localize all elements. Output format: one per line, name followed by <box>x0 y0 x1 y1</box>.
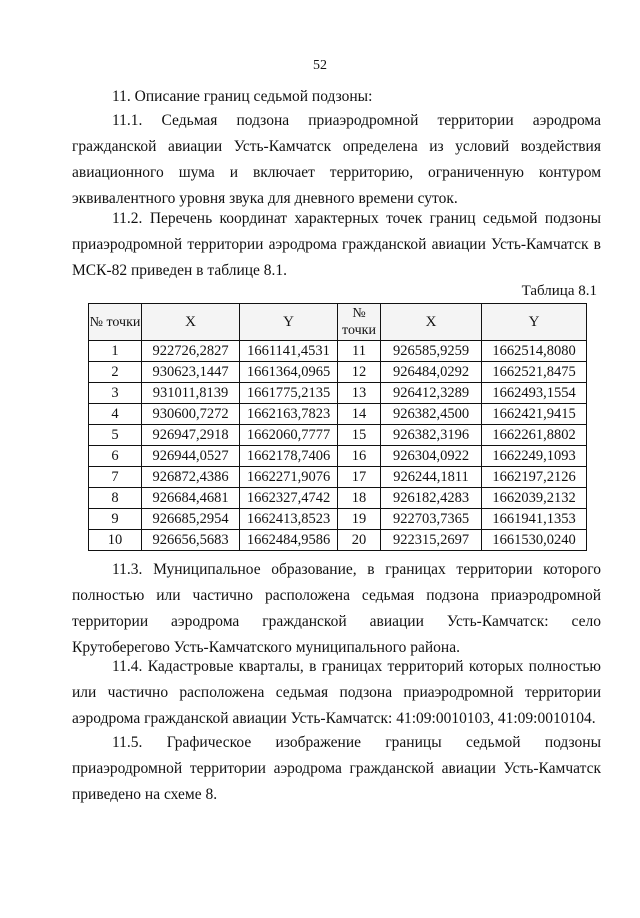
cell-y-2: 1662493,1554 <box>482 383 587 404</box>
cell-x-2: 926304,0922 <box>381 446 482 467</box>
cell-point-number: 6 <box>89 446 142 467</box>
cell-y: 1662327,4742 <box>240 488 338 509</box>
table-row <box>89 530 587 551</box>
paragraph-11-4: 11.4. Кадастровые кварталы, в границах территорий которых полностью или частично расположена седьмая подзона приаэродромной территории аэродрома гражданской авиации Усть-Камчатск: 41:09:0010103, 41:09:0010104. <box>72 658 601 727</box>
table-row <box>89 404 587 425</box>
cell-y: 1661141,4531 <box>240 341 338 362</box>
cell-y: 1661364,0965 <box>240 362 338 383</box>
cell-x: 930600,7272 <box>142 404 240 425</box>
cell-point-number: 1 <box>89 341 142 362</box>
cell-x: 926685,2954 <box>142 509 240 530</box>
cell-x: 930623,1447 <box>142 362 240 383</box>
cell-y-2: 1662261,8802 <box>482 425 587 446</box>
header-y-2: Y <box>482 304 587 341</box>
table-header-row <box>89 304 587 341</box>
cell-x-2: 926182,4283 <box>381 488 482 509</box>
cell-y-2: 1662249,1093 <box>482 446 587 467</box>
table-row <box>89 509 587 530</box>
cell-x: 926944,0527 <box>142 446 240 467</box>
cell-x-2: 926382,4500 <box>381 404 482 425</box>
cell-y-2: 1662514,8080 <box>482 341 587 362</box>
paragraph-11-3: 11.3. Муниципальное образование, в границах территории которого полностью или частично расположена седьмая подзона приаэродромной территории аэродрома гражданской авиации Усть-Камчатск: село Крутоберегово Усть-Камчатского муниципального района. <box>72 561 601 656</box>
cell-point-number-2: 11 <box>338 341 381 362</box>
cell-point-number-2: 17 <box>338 467 381 488</box>
coordinates-table <box>88 303 587 551</box>
cell-point-number: 8 <box>89 488 142 509</box>
cell-y: 1662060,7777 <box>240 425 338 446</box>
cell-point-number: 10 <box>89 530 142 551</box>
paragraph-11-2: 11.2. Перечень координат характерных точек границ седьмой подзоны приаэродромной территории аэродрома гражданской авиации Усть-Камчатск в МСК-82 приведен в таблице 8.1. <box>72 210 601 279</box>
table-row <box>89 362 587 383</box>
cell-y: 1662413,8523 <box>240 509 338 530</box>
table-row <box>89 341 587 362</box>
header-x-2: X <box>381 304 482 341</box>
paragraph-11-5: 11.5. Графическое изображение границы седьмой подзоны приаэродромной территории аэродрома гражданской авиации Усть-Камчатск приведено на схеме 8. <box>72 734 601 803</box>
cell-x: 926684,4681 <box>142 488 240 509</box>
cell-point-number: 2 <box>89 362 142 383</box>
cell-y-2: 1662197,2126 <box>482 467 587 488</box>
table-row <box>89 383 587 404</box>
paragraph-11-1: 11.1. Седьмая подзона приаэродромной территории аэродрома гражданской авиации Усть-Камчатск определена из условий воздействия авиационного шума и включает территорию, ограниченную контуром эквивалентного уровня звука для дневного времени суток. <box>72 112 601 207</box>
page-number: 52 <box>313 58 327 73</box>
cell-y-2: 1661941,1353 <box>482 509 587 530</box>
cell-point-number-2: 16 <box>338 446 381 467</box>
cell-x: 926656,5683 <box>142 530 240 551</box>
cell-x-2: 926412,3289 <box>381 383 482 404</box>
cell-y: 1661775,2135 <box>240 383 338 404</box>
cell-x: 931011,8139 <box>142 383 240 404</box>
cell-point-number-2: 19 <box>338 509 381 530</box>
table-row <box>89 488 587 509</box>
cell-y-2: 1662039,2132 <box>482 488 587 509</box>
cell-point-number: 7 <box>89 467 142 488</box>
cell-y-2: 1662521,8475 <box>482 362 587 383</box>
cell-point-number-2: 18 <box>338 488 381 509</box>
cell-x-2: 926484,0292 <box>381 362 482 383</box>
table-row <box>89 425 587 446</box>
cell-x-2: 926244,1811 <box>381 467 482 488</box>
cell-y: 1662163,7823 <box>240 404 338 425</box>
header-y: Y <box>240 304 338 341</box>
cell-y: 1662271,9076 <box>240 467 338 488</box>
cell-point-number-2: 14 <box>338 404 381 425</box>
cell-point-number: 5 <box>89 425 142 446</box>
cell-x-2: 922703,7365 <box>381 509 482 530</box>
header-point-number: № точки <box>89 304 142 341</box>
cell-x-2: 922315,2697 <box>381 530 482 551</box>
header-x: X <box>142 304 240 341</box>
cell-point-number-2: 12 <box>338 362 381 383</box>
table-row <box>89 446 587 467</box>
cell-y: 1662178,7406 <box>240 446 338 467</box>
cell-x: 926872,4386 <box>142 467 240 488</box>
cell-point-number: 9 <box>89 509 142 530</box>
cell-y-2: 1661530,0240 <box>482 530 587 551</box>
cell-point-number-2: 20 <box>338 530 381 551</box>
cell-point-number: 4 <box>89 404 142 425</box>
header-point-number-2: № точки <box>338 304 381 341</box>
cell-y: 1662484,9586 <box>240 530 338 551</box>
section-title: 11. Описание границ седьмой подзоны: <box>112 88 373 105</box>
cell-point-number: 3 <box>89 383 142 404</box>
table-caption: Таблица 8.1 <box>521 283 597 299</box>
cell-point-number-2: 15 <box>338 425 381 446</box>
cell-point-number-2: 13 <box>338 383 381 404</box>
cell-x: 926947,2918 <box>142 425 240 446</box>
cell-x-2: 926585,9259 <box>381 341 482 362</box>
cell-x: 922726,2827 <box>142 341 240 362</box>
cell-y-2: 1662421,9415 <box>482 404 587 425</box>
cell-x-2: 926382,3196 <box>381 425 482 446</box>
table-row <box>89 467 587 488</box>
